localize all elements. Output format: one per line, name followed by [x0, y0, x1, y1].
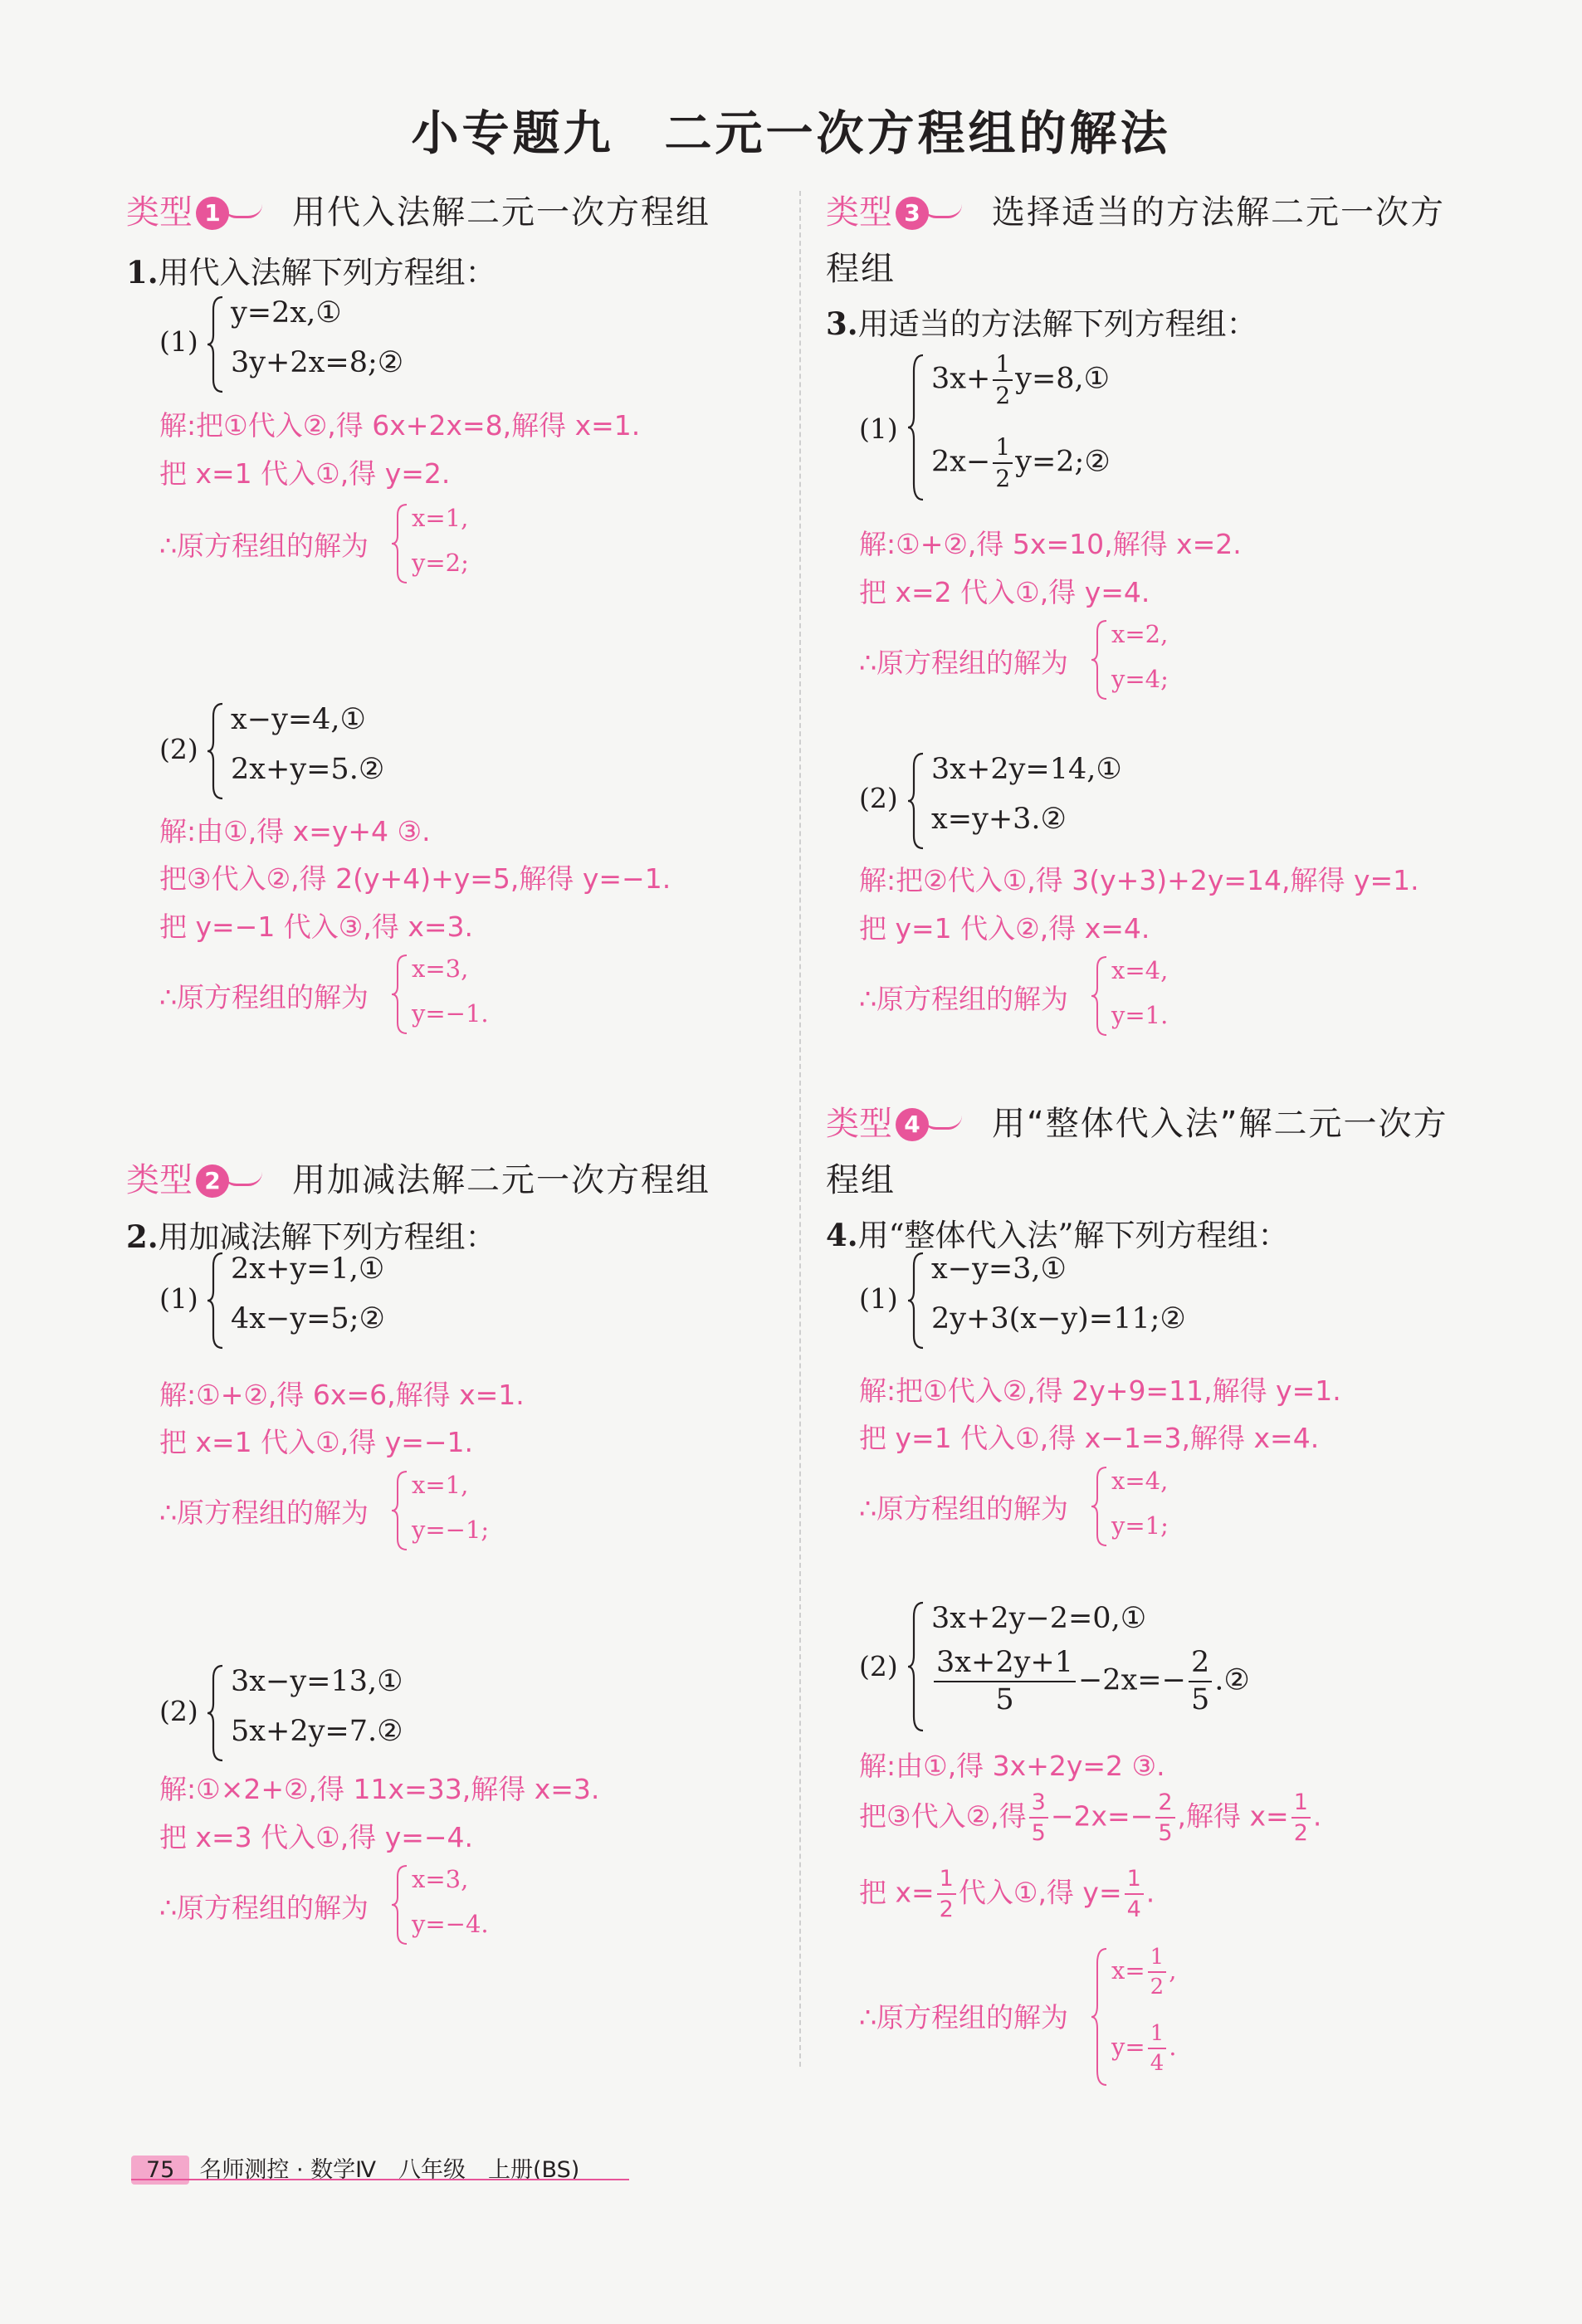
- numerator: 2: [1189, 1648, 1212, 1682]
- denominator: 2: [1293, 1820, 1308, 1846]
- left-brace-icon: [1090, 1946, 1108, 2087]
- left-brace-icon: [390, 1469, 408, 1552]
- text-part: x=: [1111, 1956, 1145, 1985]
- part-label: (1): [859, 1282, 898, 1315]
- fraction: [1148, 2023, 1167, 2074]
- solution-system: [1090, 954, 1256, 1038]
- part-label: (2): [159, 733, 198, 765]
- solution-step: 解:由①,得 3x+2y=2 ③.: [859, 1750, 1165, 1782]
- question-4: [826, 1210, 1288, 1255]
- solution-step: 解:由①,得 x=y+4 ③.: [159, 815, 431, 847]
- type-tail-decoration: [222, 1172, 262, 1186]
- solution-step: 解:把②代入①,得 3(y+3)+2y=14,解得 y=1.: [859, 864, 1419, 896]
- solution-step: 把 y=−1 代入③,得 x=3.: [159, 911, 474, 943]
- answer-x: x=1,: [412, 1471, 469, 1499]
- solution-conclusion: ∴原方程组的解为: [859, 2001, 1068, 2034]
- type-tail-decoration: [222, 204, 262, 218]
- solution-conclusion: ∴原方程组的解为: [159, 981, 369, 1013]
- type-number-badge: 4: [896, 1108, 929, 1141]
- left-brace-icon: [906, 1600, 925, 1733]
- equation-system: [206, 1663, 538, 1763]
- solution-conclusion: ∴原方程组的解为: [159, 1496, 369, 1529]
- left-brace-icon: [206, 1663, 224, 1763]
- text-part: 把③代入②,得: [859, 1799, 1027, 1833]
- numerator: 2: [1155, 1791, 1174, 1819]
- numerator: 1: [1148, 2023, 1167, 2049]
- solution-step: [859, 1868, 1155, 1921]
- type-label: 类型: [826, 193, 892, 232]
- fraction: [1125, 1868, 1144, 1921]
- denominator: 2: [995, 382, 1011, 409]
- type-1-header: [126, 186, 710, 233]
- part-label: (2): [859, 1650, 898, 1682]
- type-number-badge: 3: [896, 197, 929, 230]
- part-label: (2): [159, 1695, 198, 1727]
- numerator: 1: [937, 1868, 956, 1895]
- equation-2: [931, 433, 1111, 492]
- answer-y: y=1.: [1111, 1001, 1169, 1029]
- denominator: 4: [1126, 1897, 1141, 1922]
- fraction: [937, 1868, 956, 1921]
- answer-x: x=4,: [1111, 1467, 1169, 1495]
- fraction: [934, 1648, 1076, 1715]
- fraction: [1155, 1791, 1174, 1844]
- question-prompt: 用适当的方法解下列方程组：: [857, 306, 1257, 342]
- question-prompt: 用加减法解下列方程组：: [158, 1219, 496, 1255]
- denominator: 5: [1031, 1820, 1046, 1846]
- numerator: 1: [993, 353, 1013, 381]
- fraction: [1148, 1946, 1167, 1998]
- type-tail-decoration: [922, 204, 962, 218]
- solution-system: [1090, 1946, 1272, 2087]
- solution-system: [390, 1469, 556, 1552]
- denominator: 4: [1150, 2051, 1165, 2076]
- solution-step: 把 x=3 代入①,得 y=−4.: [159, 1821, 474, 1853]
- solution-step: 解:把①代入②,得 6x+2x=8,解得 x=1.: [159, 409, 641, 442]
- solution-conclusion: ∴原方程组的解为: [859, 1492, 1068, 1525]
- solution-step: 把 x=2 代入①,得 y=4.: [859, 576, 1150, 608]
- fraction: [1189, 1648, 1212, 1715]
- answer-y: y=−1;: [412, 1516, 490, 1544]
- type-number-badge: 1: [196, 197, 229, 230]
- text-part: .: [1169, 2033, 1177, 2061]
- equation-1: [931, 350, 1111, 409]
- answer-y: y=1;: [1111, 1511, 1169, 1540]
- equation-part: −2x=−: [1077, 1663, 1186, 1697]
- equation-system: [906, 1600, 1321, 1733]
- type-3-header: [826, 186, 1445, 233]
- equation-2: 4x−y=5;②: [231, 1302, 385, 1335]
- equation-part: y=8,①: [1015, 362, 1111, 396]
- fraction: [993, 350, 1013, 409]
- equation-1: 3x−y=13,①: [231, 1665, 403, 1698]
- equation-part: y=2;②: [1015, 445, 1111, 479]
- equation-2: 2x+y=5.②: [231, 753, 385, 786]
- solution-step: 把 y=1 代入②,得 x=4.: [859, 912, 1150, 945]
- numerator: 1: [1148, 1946, 1167, 1973]
- footer-rule: [131, 2179, 629, 2180]
- left-brace-icon: [206, 1251, 224, 1350]
- left-brace-icon: [206, 701, 224, 801]
- solution-step: 把 y=1 代入①,得 x−1=3,解得 x=4.: [859, 1422, 1320, 1454]
- left-brace-icon: [1090, 618, 1108, 701]
- fraction: [993, 433, 1013, 492]
- answer-y: [1111, 2023, 1176, 2074]
- question-3: [826, 299, 1257, 344]
- equation-1: 2x+y=1,①: [231, 1252, 385, 1286]
- left-brace-icon: [206, 295, 224, 394]
- text-part: ,解得 x=: [1177, 1799, 1289, 1833]
- type-title: 选择适当的方法解二元一次方: [992, 193, 1445, 232]
- solution-conclusion: ∴原方程组的解为: [159, 1892, 369, 1924]
- equation-1: y=2x,①: [231, 296, 342, 330]
- question-prompt: 用“整体代入法”解下列方程组：: [857, 1218, 1289, 1253]
- equation-2: x=y+3.②: [931, 803, 1067, 836]
- fraction: [1291, 1791, 1311, 1844]
- equation-system: [206, 295, 538, 394]
- type-title: 用加减法解二元一次方程组: [292, 1161, 710, 1199]
- equation-system: [906, 751, 1238, 851]
- question-number: 4.: [826, 1217, 858, 1253]
- solution-step: [859, 1791, 1321, 1844]
- solution-conclusion: ∴原方程组的解为: [859, 983, 1068, 1015]
- solution-conclusion: ∴原方程组的解为: [159, 530, 369, 562]
- type-label: 类型: [826, 1105, 892, 1143]
- solution-conclusion: ∴原方程组的解为: [859, 647, 1068, 679]
- equation-2: 3y+2x=8;②: [231, 346, 404, 379]
- denominator: 2: [995, 465, 1011, 492]
- question-number: 2.: [126, 1218, 159, 1255]
- solution-step: 把③代入②,得 2(y+4)+y=5,解得 y=−1.: [159, 862, 671, 895]
- solution-step: 解:①+②,得 6x=6,解得 x=1.: [159, 1379, 525, 1411]
- solution-system: [1090, 618, 1256, 701]
- numerator: 3: [1029, 1791, 1048, 1819]
- type-2-header: [126, 1154, 710, 1201]
- type-number-badge: 2: [196, 1164, 229, 1198]
- equation-system: [906, 350, 1238, 502]
- left-brace-icon: [390, 502, 408, 585]
- equation-system: [906, 1251, 1238, 1350]
- answer-x: [1111, 1946, 1176, 1998]
- denominator: 5: [1190, 1683, 1210, 1716]
- question-prompt: 用代入法解下列方程组：: [158, 255, 496, 290]
- numerator: 1: [1125, 1868, 1144, 1895]
- type-title-continued: 程组: [826, 250, 896, 288]
- equation-1: 3x+2y−2=0,①: [931, 1602, 1147, 1635]
- answer-y: y=−4.: [412, 1910, 489, 1938]
- solution-system: [390, 502, 556, 585]
- part-label: (1): [159, 325, 198, 358]
- left-brace-icon: [906, 1251, 925, 1350]
- text-part: ,: [1169, 1956, 1177, 1985]
- equation-part: .②: [1214, 1663, 1250, 1697]
- denominator: 2: [939, 1897, 954, 1922]
- equation-1: 3x+2y=14,①: [931, 753, 1122, 786]
- text-part: .: [1145, 1876, 1155, 1909]
- solution-step: 解:①+②,得 5x=10,解得 x=2.: [859, 528, 1242, 560]
- page-title: 小专题九 二元一次方程组的解法: [411, 105, 1171, 161]
- numerator: 1: [993, 436, 1013, 464]
- denominator: 2: [1150, 1975, 1165, 1999]
- type-label: 类型: [126, 1161, 193, 1199]
- equation-2: 2y+3(x−y)=11;②: [931, 1302, 1186, 1335]
- text-part: .: [1312, 1799, 1322, 1833]
- denominator: 5: [995, 1683, 1014, 1716]
- left-brace-icon: [906, 751, 925, 851]
- part-label: (1): [159, 1282, 198, 1315]
- left-brace-icon: [906, 353, 925, 502]
- text-part: −2x=−: [1050, 1799, 1154, 1833]
- solution-step: 把 x=1 代入①,得 y=2.: [159, 457, 451, 490]
- left-brace-icon: [1090, 1465, 1108, 1548]
- type-title: 用代入法解二元一次方程组: [292, 193, 710, 232]
- question-1: [126, 247, 496, 292]
- equation-part: 2x−: [931, 445, 991, 479]
- page-number: 75: [131, 2156, 189, 2185]
- equation-2: [931, 1648, 1250, 1715]
- type-tail-decoration: [922, 1116, 962, 1130]
- column-divider: [799, 191, 801, 2067]
- part-label: (2): [859, 782, 898, 814]
- answer-y: y=−1.: [412, 999, 489, 1028]
- type-4-header: [826, 1097, 1448, 1145]
- type-title: 用“整体代入法”解二元一次方: [992, 1105, 1448, 1143]
- denominator: 5: [1158, 1820, 1173, 1846]
- answer-x: x=3,: [412, 954, 469, 983]
- solution-system: [390, 1863, 556, 1946]
- numerator: 1: [1291, 1791, 1311, 1819]
- text-part: 把 x=: [859, 1876, 935, 1909]
- solution-system: [390, 953, 556, 1036]
- fraction: [1029, 1791, 1048, 1844]
- solution-step: 解:把①代入②,得 2y+9=11,解得 y=1.: [859, 1374, 1341, 1407]
- solution-step: 把 x=1 代入①,得 y=−1.: [159, 1426, 474, 1458]
- equation-2: 5x+2y=7.②: [231, 1715, 403, 1748]
- question-number: 3.: [826, 305, 858, 342]
- left-brace-icon: [390, 1863, 408, 1946]
- equation-1: x−y=3,①: [931, 1252, 1067, 1286]
- solution-system: [1090, 1465, 1256, 1548]
- equation-1: x−y=4,①: [231, 703, 366, 736]
- type-label: 类型: [126, 193, 193, 232]
- left-brace-icon: [1090, 954, 1108, 1038]
- answer-x: x=2,: [1111, 620, 1169, 648]
- answer-x: x=3,: [412, 1865, 469, 1893]
- footer-text: 名师测控 · 数学Ⅳ 八年级 上册(BS): [199, 2157, 580, 2183]
- question-2: [126, 1212, 496, 1257]
- solution-step: 解:①×2+②,得 11x=33,解得 x=3.: [159, 1773, 600, 1805]
- equation-part: 3x+: [931, 362, 991, 396]
- type-title-continued: 程组: [826, 1161, 896, 1199]
- left-brace-icon: [390, 953, 408, 1036]
- answer-x: x=1,: [412, 504, 469, 532]
- equation-system: [206, 1251, 538, 1350]
- question-number: 1.: [126, 254, 159, 290]
- answer-y: y=2;: [412, 549, 469, 577]
- answer-y: y=4;: [1111, 665, 1169, 693]
- numerator: 3x+2y+1: [934, 1648, 1076, 1682]
- equation-system: [206, 701, 538, 801]
- part-label: (1): [859, 413, 898, 445]
- text-part: 代入①,得 y=: [958, 1876, 1122, 1909]
- text-part: y=: [1111, 2033, 1145, 2061]
- answer-x: x=4,: [1111, 956, 1169, 984]
